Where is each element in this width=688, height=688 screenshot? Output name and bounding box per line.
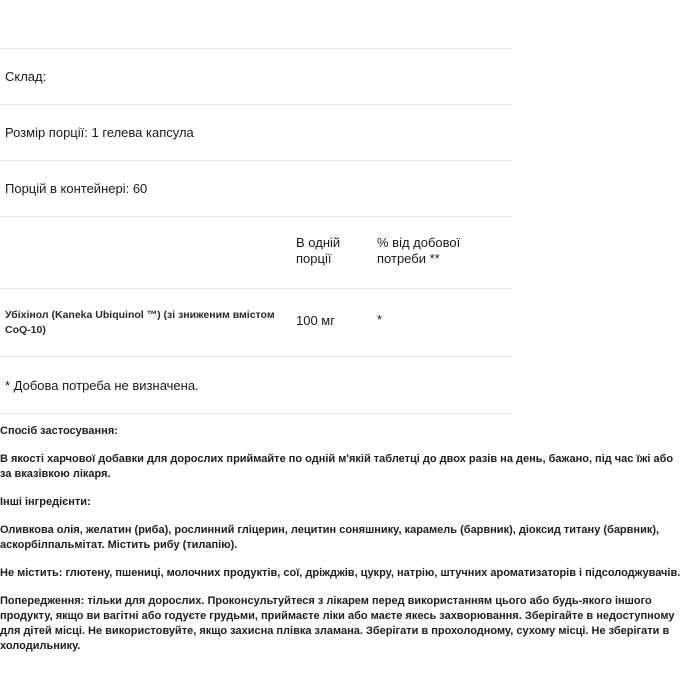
supplement-facts-table [0, 48, 512, 414]
usage-heading: Спосіб застосування: [0, 425, 118, 437]
composition-row [0, 49, 512, 105]
ingredient-daily-value: * [377, 312, 383, 327]
other-ingredients-heading: Інші інгредієнти: [0, 496, 91, 508]
composition-label: Склад: [5, 69, 47, 84]
footnote-row [0, 357, 512, 414]
footnote-text: * Добова потреба не визначена. [5, 377, 199, 393]
servings-per-container-text: Порцій в контейнері: 60 [5, 181, 148, 196]
free-from-text: Не містить: глютену, пшениці, молочних продуктів, сої, дріжджів, цукру, натрію, штучних ароматизаторів і підсолоджувачів. [0, 567, 681, 579]
table-row [0, 289, 512, 357]
warning-text: Попередження: тільки для дорослих. Проконсультуйтеся з лікарем перед використанням цього або будь-якого іншого продукту, якщо ви вагітні або годуєте грудьми, приймаєте ліки або маєте якесь захворювання. Зберігайте в недоступному для дітей місці. Не використовуйте, якщо захисна плівка зламана. Зберігати в прохолодному, сухому місці. Не зберігати в холодильнику. [0, 595, 675, 652]
product-description [0, 424, 686, 667]
table-header-row [0, 217, 512, 289]
ingredient-name: Убіхінол (Kaneka Ubiquinol ™) (зі зниженим вмістом CoQ-10) [5, 309, 275, 336]
other-ingredients-text: Оливкова олія, желатин (риба), рослинний гліцерин, лецитин соняшнику, карамель (барвник), діоксид титану (барвник), аскорбілпальмітат. Містить рибу (тилапію). [0, 524, 660, 551]
serving-size-text: Розмір порції: 1 гелева капсула [5, 125, 194, 140]
daily-value-header: % від добової потреби ** [377, 235, 461, 266]
usage-text: В якості харчової добавки для дорослих приймайте по одній м'якій таблетці до двох разів на день, бажано, під час їжі або за вказівкою лікаря. [0, 453, 674, 480]
ingredient-amount: 100 мг [296, 313, 335, 328]
serving-size-row [0, 105, 512, 161]
per-serving-header: В одній порції [296, 235, 341, 266]
servings-per-container-row [0, 161, 512, 217]
